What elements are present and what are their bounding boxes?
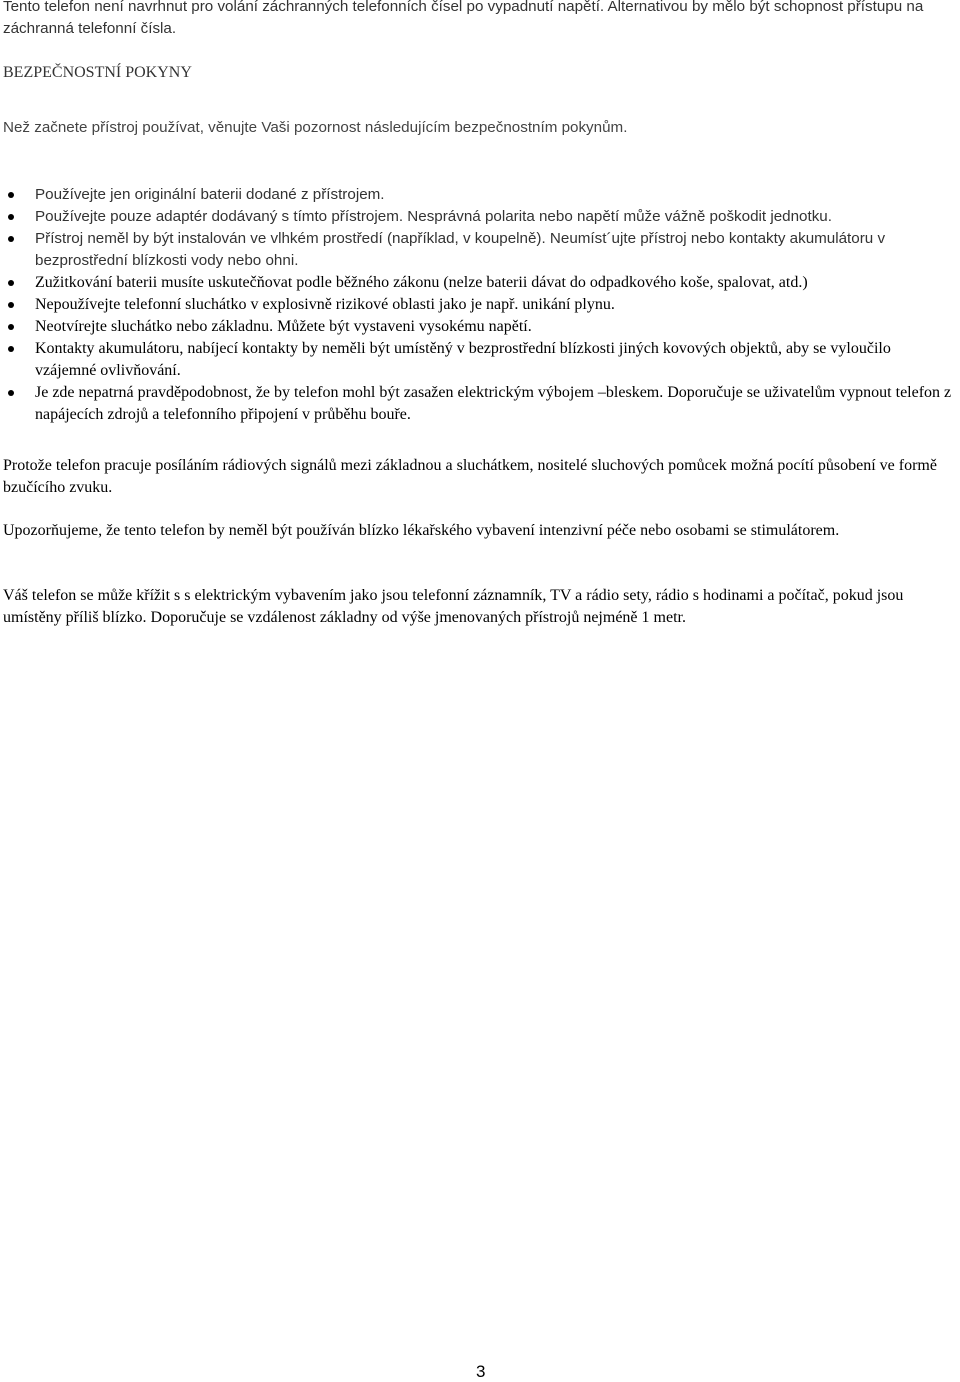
- list-item: [0, 294, 955, 316]
- list-item-text: Kontakty akumulátoru, nabíjecí kontakty by neměli být umístěný v bezprostřední blízkosti jiných kovových objektů, aby se vyloučilo vzájemné ovlivňování.: [35, 340, 891, 379]
- list-item: [0, 338, 955, 382]
- interference-paragraph: Váš telefon se může křížit s s elektrickým vybavením jako jsou telefonní záznamník, TV a rádio sety, rádio s hodinami a počítač, pokud jsou umístěny příliš blízko. Doporučuje se vzdálenost základny od výše jmenovaných přístrojů nejméně 1 metr.: [3, 587, 904, 626]
- list-item-text: Používejte pouze adaptér dodávaný s tímto přístrojem. Nesprávná polarita nebo napětí může vážně poškodit jednotku.: [35, 208, 832, 225]
- lead-paragraph: Než začnete přístroj používat, věnujte Vaši pozornost následujícím bezpečnostním pokynům.: [3, 119, 628, 136]
- intro-paragraph: Tento telefon není navrhnut pro volání záchranných telefonních čísel po vypadnutí napětí. Alternativou by mělo být schopnost přístupu na záchranná telefonní čísla.: [3, 0, 924, 37]
- list-item-text: Zužitkování baterii musíte uskutečňovat podle běžného zákonu (nelze baterii dávat do odpadkového koše, spalovat, atd.): [35, 274, 808, 291]
- list-item: [0, 228, 955, 272]
- list-item-text: Je zde nepatrná pravděpodobnost, že by telefon mohl být zasažen elektrickým výbojem –bleskem. Doporučuje se uživatelům vypnout telefon z napájecích zdrojů a telefonního připojení v průběhu bouře.: [35, 384, 952, 423]
- list-item-text: Nepoužívejte telefonní sluchátko v explosivně rizikové oblasti jako je např. unikání plynu.: [35, 296, 615, 313]
- list-item: [0, 184, 955, 206]
- list-item-text: Používejte jen originální baterii dodané z přístrojem.: [35, 186, 385, 203]
- hearing-aid-paragraph: Protože telefon pracuje posíláním rádiových signálů mezi základnou a sluchátkem, nositelé sluchových pomůcek možná pocítí působení ve formě bzučícího zvuku.: [3, 457, 937, 496]
- medical-equipment-paragraph: Upozorňujeme, že tento telefon by neměl být používán blízko lékařského vybavení intenzivní péče nebo osobami se stimulátorem.: [3, 522, 840, 539]
- list-item-text: Přístroj neměl by být instalován ve vlhkém prostředí (například, v koupelně). Neumíst´ujte přístroj nebo kontakty akumulátoru v bezprostřední blízkosti vody nebo ohni.: [35, 230, 886, 269]
- list-item: [0, 382, 955, 426]
- page-number: 3: [476, 1362, 486, 1381]
- list-item: [0, 272, 955, 294]
- list-item-text: Neotvírejte sluchátko nebo základnu. Můžete být vystaveni vysokému napětí.: [35, 318, 532, 335]
- safety-instructions-list: [0, 184, 955, 426]
- list-item: [0, 206, 955, 228]
- list-item: [0, 316, 955, 338]
- safety-heading: BEZPEČNOSTNÍ POKYNY: [3, 64, 192, 81]
